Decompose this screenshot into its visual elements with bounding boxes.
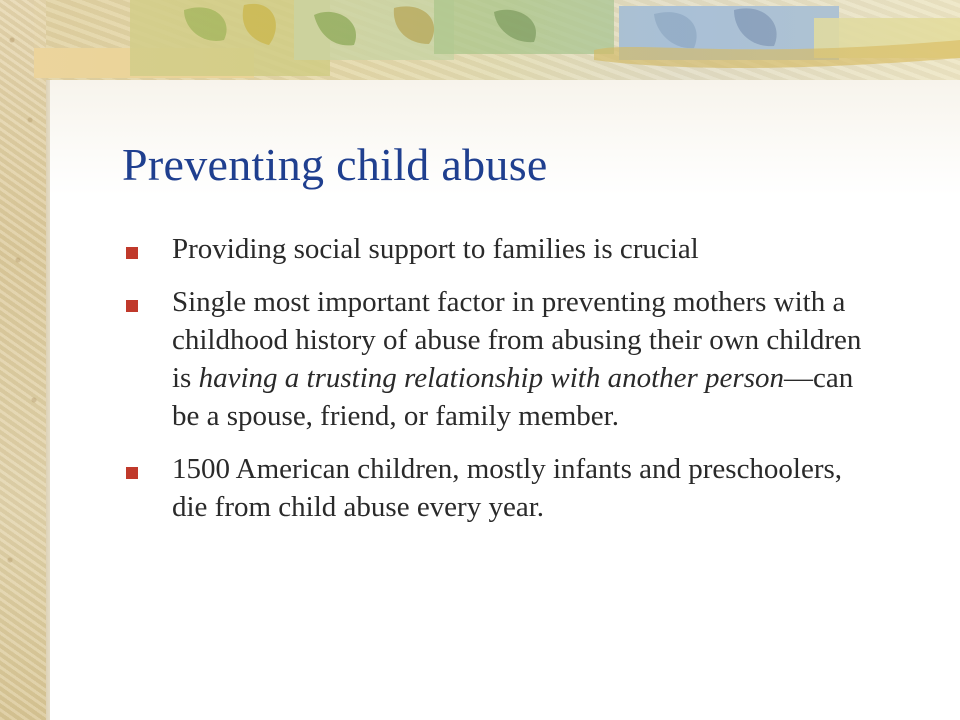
bullet-item (122, 450, 862, 526)
bullet-item (122, 283, 862, 435)
bullet-text: —can be a spouse, friend, or family member. (172, 362, 854, 432)
bullet-text: Single most important factor in preventing mothers with a childhood history of abuse from abusing their own children is (172, 286, 862, 394)
square-bullet-icon (126, 247, 138, 259)
bullet-item (122, 230, 862, 268)
bullet-text: 1500 American children, mostly infants and preschoolers, die from child abuse every year. (172, 453, 843, 523)
leaf-banner-icon (34, 0, 960, 82)
square-bullet-icon (126, 300, 138, 312)
bullet-text: Providing social support to families is crucial (172, 233, 699, 265)
slide-title: Preventing child abuse (122, 139, 548, 190)
bullet-text-emphasis: having a trusting relationship with another person (198, 362, 784, 394)
left-texture-strip (0, 0, 46, 720)
bullet-list (122, 230, 862, 541)
square-bullet-icon (126, 467, 138, 479)
